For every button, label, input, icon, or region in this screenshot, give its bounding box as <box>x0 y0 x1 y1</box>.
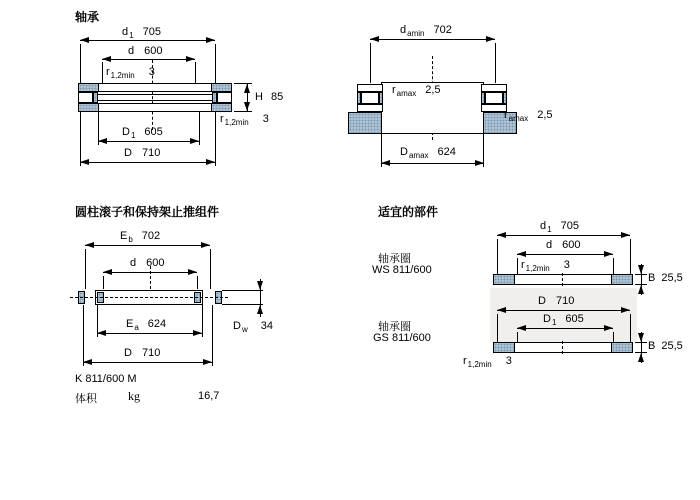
roller <box>485 92 503 104</box>
washer-hatch <box>211 83 232 92</box>
dim-line-ws-d1 <box>497 235 630 236</box>
bearing-bottom-washer <box>78 103 232 112</box>
dim-label-D1: $D_1$ 605 <box>122 126 163 140</box>
extension-line <box>497 314 498 342</box>
extension-line <box>202 305 203 337</box>
parts-section-title: 适宜的部件 <box>378 205 439 219</box>
extension-line <box>85 249 86 289</box>
dim-label-Eb: $E_b$ 702 <box>120 230 161 244</box>
extension-line <box>222 290 263 291</box>
roller <box>361 92 379 104</box>
dim-label-Damax: $D_{amax}$ 624 <box>400 146 456 160</box>
extension-line <box>234 111 252 112</box>
dim-label-Dw: $D_w$ 34 <box>233 320 273 334</box>
extension-line <box>195 62 196 83</box>
extension-line <box>215 44 216 83</box>
extension-line <box>197 276 198 289</box>
extension-line <box>613 332 614 342</box>
housing-hatch <box>348 112 382 134</box>
ring-hatch <box>493 342 515 353</box>
dim-line-Ea <box>97 333 202 334</box>
arrowhead <box>638 333 644 342</box>
dim-label-ws-B: B 25,5 <box>648 272 683 284</box>
extension-line <box>370 43 371 83</box>
ws-ring-designation: WS 811/600 <box>372 264 432 276</box>
assembly-section-title: 圆柱滚子和保持架止推组件 <box>75 205 220 219</box>
extension-line <box>517 332 518 342</box>
dim-label-ws-d: d 600 <box>546 239 581 251</box>
dim-label-r12min-top: $r_{1,2min}$ 3 <box>106 66 155 80</box>
arrowhead <box>638 353 644 362</box>
cage-line <box>98 94 212 95</box>
dim-label-gs-D1: $D_1$ 605 <box>543 313 584 327</box>
gs-ring-designation: GS 811/600 <box>373 332 431 344</box>
dim-line-D <box>80 162 215 163</box>
stack-washer <box>357 104 383 112</box>
mass-value: 16,7 <box>198 390 220 402</box>
centerline <box>150 266 151 289</box>
centerline <box>152 60 153 130</box>
dim-line-D-assembly <box>83 362 212 363</box>
ring-hatch <box>611 274 633 285</box>
dim-label-gs-D: D 710 <box>538 295 575 307</box>
dim-label-d: d 600 <box>128 45 163 57</box>
extension-line <box>517 258 518 274</box>
ws-ring-label: 轴承圈 <box>378 253 411 265</box>
washer-hatch <box>211 103 232 112</box>
dim-label-Ea: $E_a$ 624 <box>126 318 167 332</box>
dim-label-gs-B: B 25,5 <box>648 340 683 352</box>
dim-label-d1: $d_1$ 705 <box>122 26 161 40</box>
centerline <box>562 341 563 354</box>
cage-hatch <box>503 92 507 104</box>
extension-line <box>495 43 496 83</box>
dim-label-d-assembly: d 600 <box>130 257 165 269</box>
dim-label-H: H 85 <box>255 91 284 103</box>
stack-washer <box>357 84 383 92</box>
ring-hatch <box>611 342 633 353</box>
dim-line-Damax <box>381 163 484 164</box>
dim-label-D-assembly: D 710 <box>124 347 161 359</box>
washer-hatch <box>78 103 99 112</box>
dim-label-D: D 710 <box>124 147 161 159</box>
dim-label-ws-r12min: $r_{1,2min}$ 3 <box>521 259 570 273</box>
extension-line <box>102 62 103 83</box>
cage-line <box>98 100 212 101</box>
extension-line <box>80 44 81 83</box>
extension-line <box>83 305 84 366</box>
stack-washer <box>481 84 507 92</box>
centerline <box>70 297 228 298</box>
centerline <box>562 273 563 286</box>
extension-line <box>210 249 211 289</box>
extension-line <box>630 239 631 274</box>
dim-line-gs-D <box>497 310 630 311</box>
arrowhead <box>257 281 263 290</box>
dim-line-ws-d <box>517 254 613 255</box>
dim-line-H <box>247 84 248 111</box>
bearing-top-washer <box>78 83 232 92</box>
washer-hatch <box>78 83 99 92</box>
mass-unit: kg <box>128 389 140 403</box>
dim-line-gs-D1 <box>517 328 613 329</box>
dim-label-ws-d1: $d_1$ 705 <box>540 220 579 234</box>
roller <box>217 92 232 103</box>
extension-line <box>199 112 200 145</box>
dim-label-damin: $d_{amin}$ 702 <box>400 24 452 38</box>
dim-label-ramax-right: $r_{amax}$ 2,5 <box>504 109 553 123</box>
arrowhead <box>638 265 644 274</box>
mass-label: 体积 <box>75 393 97 405</box>
extension-line <box>215 112 216 166</box>
dim-line-Eb <box>85 245 210 246</box>
dim-line-D1 <box>98 141 199 142</box>
gs-ring-label: 轴承圈 <box>378 321 411 333</box>
extension-line <box>630 314 631 342</box>
dim-line-d <box>102 59 195 60</box>
extension-line <box>80 112 81 166</box>
dim-label-r12min-bottom: $r_{1,2min}$ 3 <box>220 113 269 127</box>
dim-label-gs-r12min: $r_{1,2min}$ 3 <box>463 355 512 369</box>
cage-hatch <box>379 92 383 104</box>
arrowhead <box>638 285 644 294</box>
roller <box>78 92 93 103</box>
extension-line <box>212 305 213 366</box>
extension-line <box>497 239 498 274</box>
dim-label-ramax-top: $r_{amax}$ 2,5 <box>392 84 441 98</box>
extension-line <box>103 276 104 289</box>
arrowhead <box>257 305 263 314</box>
extension-line <box>613 258 614 274</box>
dim-line-d1 <box>80 40 215 41</box>
dim-line-damin <box>370 39 495 40</box>
ring-hatch <box>493 274 515 285</box>
bearing-section-title: 轴承 <box>75 10 100 24</box>
assembly-designation: K 811/600 M <box>75 373 137 385</box>
